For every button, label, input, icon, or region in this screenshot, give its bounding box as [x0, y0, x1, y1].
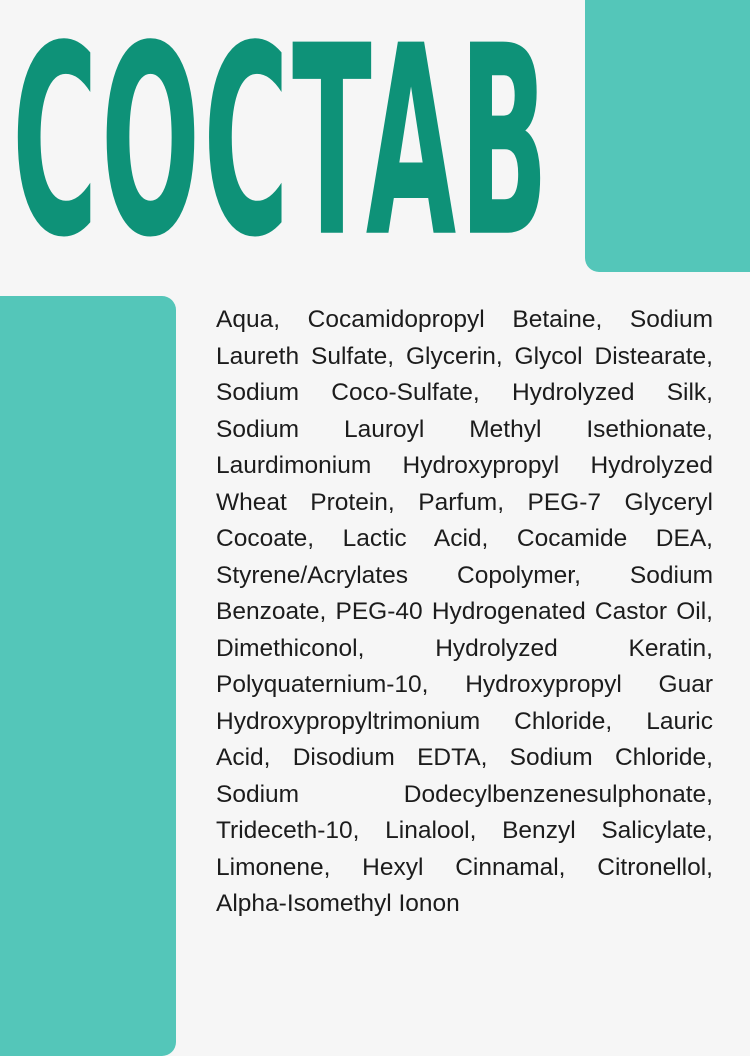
accent-block-left: [0, 296, 176, 1056]
accent-block-top-right: [585, 0, 750, 272]
page-title: COCTAB: [12, 0, 552, 295]
ingredients-text: Aqua, Cocamidopropyl Betaine, Sodium Laureth Sulfate, Glycerin, Glycol Distearate, Sodium Coco-Sulfate, Hydrolyzed Silk, Sodium Lauroyl Methyl Isethionate, Laurdimonium Hydroxypropyl Hydrolyzed Wheat Protein, Parfum, PEG-7 Glyceryl Cocoate, Lactic Acid, Cocamide DEA, Styrene/Acrylates Copolymer, Sodium Benzoate, PEG-40 Hydrogenated Castor Oil, Dimethiconol, Hydrolyzed Keratin, Polyquaternium-10, Hydroxypropyl Guar Hydroxypropyltrimonium Chloride, Lauric Acid, Disodium EDTA, Sodium Chloride, Sodium Dodecylbenzenesulphonate, Trideceth-10, Linalool, Benzyl Salicylate, Limonene, Hexyl Cinnamal, Citronellol, Alpha-Isomethyl Ionon: [216, 306, 713, 917]
